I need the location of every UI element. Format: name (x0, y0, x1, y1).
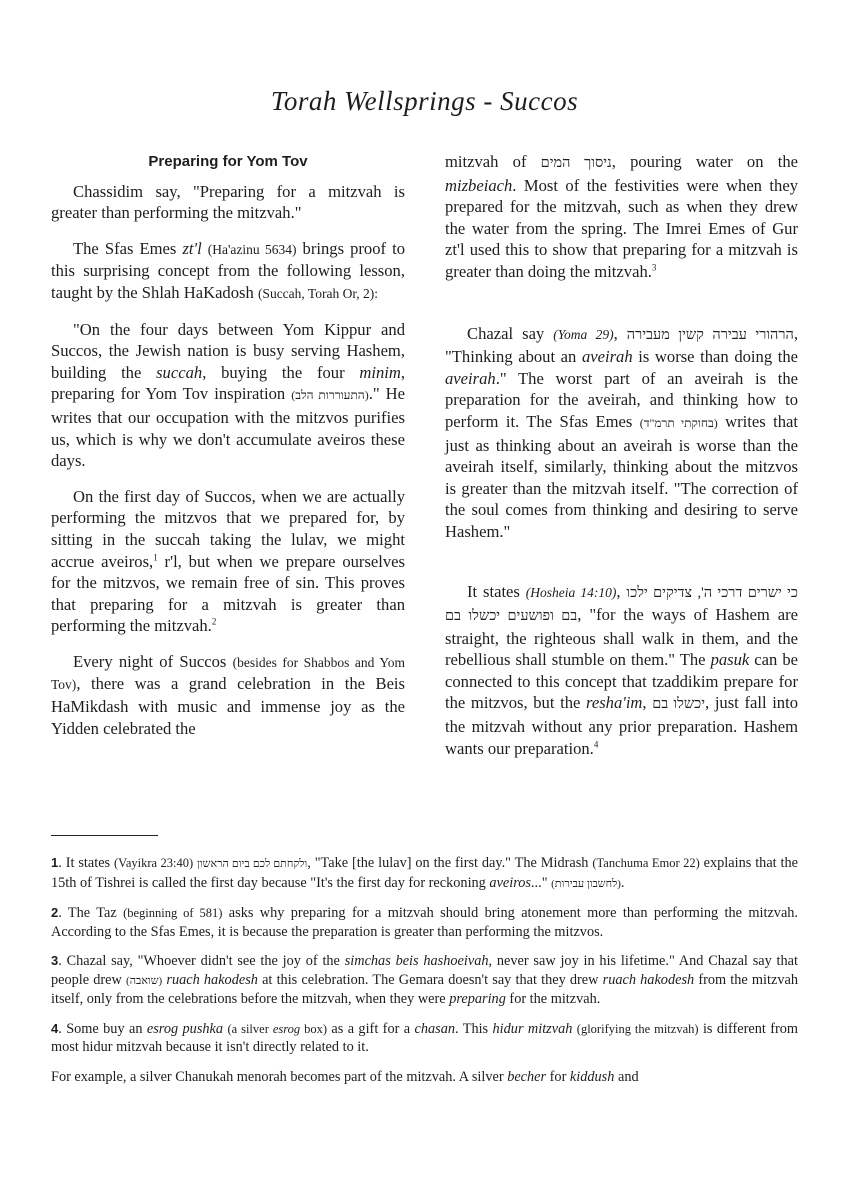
footnote-ref-4[interactable]: 4 (593, 739, 599, 750)
paragraph-7: Chazal say (Yoma 29), הרהורי עבירה קשין מעבירה, "Thinking about an aveirah is worse than doing the aveirah." The worst part of an aveirah is the preparation for the aveirah, and thinking how to perform it. The Sfas Emes (בחוקתי תרמ"ד) writes that just as thinking about an aveirah is worse than the aveirah itself, similarly, thinking about the mitzvos is greater than the mitzvah itself. "The correction of the soul comes from thinking and desiring to serve Hashem." (445, 323, 799, 541)
paragraph-3: "On the four days between Yom Kippur and Succos, the Jewish nation is busy serving Hashem, building the succah, buying the four minim, preparing for Yom Tov inspiration (התעוררות הלב)." He writes that our occupation with the mitzvos purifies us, which is why we don't accumulate aveiros these days. (51, 319, 406, 471)
footnote-ref-3[interactable]: 3 (651, 262, 657, 273)
footnote-ref-1[interactable]: 1 (153, 551, 158, 562)
section-heading: Preparing for Yom Tov (148, 153, 308, 170)
footnotes (51, 854, 798, 1097)
paragraph-2: The Sfas Emes zt'l (Ha'azinu 5634) brings proof to this surprising concept from the following lesson, taught by the Shlah HaKadosh (Succah, Torah Or, 2): (51, 238, 406, 302)
paragraph-1: Chassidim say, "Preparing for a mitzvah is greater than performing the mitzvah." (51, 181, 405, 223)
right-column (445, 151, 798, 773)
footnote-2: 2. The Taz (beginning of 581) asks why preparing for a mitzvah should bring atonement more than performing the mitzvah. According to the Sfas Emes, it is because the preparation is greater than performing the mitzvos. (51, 905, 799, 940)
paragraph-8: It states (Hosheia 14:10), כי ישרים דרכי ה', צדיקים ילכו בם ופושעים יכשלו בם, "for the ways of Hashem are straight, the righteous shall walk in them, and the rebellious shall stumble on them." The pasuk can be connected to this concept that tzaddikim prepare for the mitzvos, but the resha'im, יכשלו בם, just fall into the mitzvah without any prior preparation. Hashem wants our preparation.$^4$ (445, 581, 799, 758)
footnote-ref-2[interactable]: 2 (211, 616, 217, 627)
paragraph-4: On the first day of Succos, when we are actually performing the mitzvos that we prepared for, by sitting in the succah taking the lulav, we might accrue aveiros,$^1$ r'l, but when we prepare ourselves for the mitzvos, we remain free of sin. This proves that preparing for a mitzvah is greater than performing the mitzvah.$^2$ (51, 486, 405, 636)
page-title: Torah Wellsprings - Succos (270, 86, 579, 116)
footnote-4-continued: For example, a silver Chanukah menorah becomes part of the mitzvah. A silver becher for kiddush and (51, 1068, 639, 1085)
left-column (51, 151, 405, 753)
footnote-3: 3. Chazal say, "Whoever didn't see the joy of the simchas beis hashoeivah, never saw joy in his lifetime." And Chazal say that people drew (שואבה) ruach hakodesh at this celebration. The Gemara doesn't say that they drew ruach hakodesh from the mitzvah itself, only from the celebrations before the mitzvah, when they were preparing for the mitzvah. (51, 953, 798, 1007)
footnote-1: 1. It states (Vayikra 23:40) ולקחתם לכם ביום הראשון, "Take [the lulav] on the first day." The Midrash (Tanchuma Emor 22) explains that the 15th of Tishrei is called the first day because "It's the first day for reckoning aveiros..." (לחשבון עבירות). (51, 855, 799, 891)
footnote-4: 4. Some buy an esrog pushka (a silver esrog box) as a gift for a chasan. This hidur mitzvah (glorifying the mitzvah) is different from most hidur mitzvah because it isn't directly related to it. (51, 1020, 799, 1055)
footnote-divider (51, 835, 158, 836)
paragraph-6: mitzvah of ניסוך המים, pouring water on the mizbeiach. Most of the festivities were when they prepared for the mitzvah, such as when they drew the water from the spring. The Imrei Emes of Gur zt'l used this to show that preparing for a mitzvah is greater than doing the mitzvah.$^3$ (445, 152, 798, 281)
paragraph-5: Every night of Succos (besides for Shabbos and Yom Tov), there was a grand celebration in the Beis HaMikdash with music and immense joy as the Yidden celebrated the (51, 651, 405, 738)
